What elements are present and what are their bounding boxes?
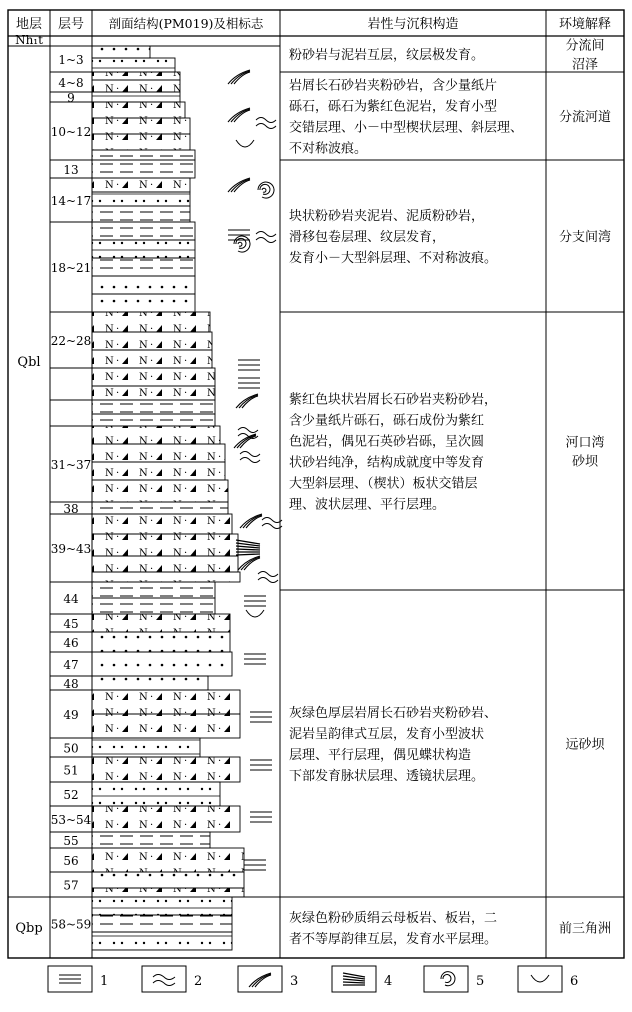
bed (92, 806, 240, 832)
layer-number: 56 (63, 854, 79, 868)
bed (92, 92, 180, 102)
header-row (16, 16, 611, 32)
horizontal-bedding-icon (238, 360, 260, 370)
bed (92, 502, 228, 514)
bed (92, 598, 215, 614)
bed (92, 714, 240, 738)
bed (92, 652, 232, 676)
cross-bedding-icon (238, 556, 260, 570)
bed (92, 757, 240, 782)
bed (92, 888, 244, 897)
cross-bedding-icon (240, 514, 262, 528)
cross-bedding-icon (236, 394, 258, 408)
lithology-line: 滑移包卷层理、纹层发育， (289, 230, 446, 245)
legend-item (48, 966, 108, 992)
bed (92, 932, 232, 950)
legend-number: 3 (290, 974, 299, 989)
bed (92, 192, 190, 206)
layer-number: 9 (67, 91, 75, 105)
header-column: 剖面结构(PM019)及相标志 (108, 16, 264, 31)
formation-labels (15, 33, 43, 936)
bed (92, 72, 180, 80)
legend-item (424, 966, 484, 992)
horizontal-bedding-icon (250, 760, 272, 770)
formation-label: Qbp (15, 921, 43, 936)
convolute-bedding-icon (234, 236, 250, 252)
bed (92, 102, 185, 118)
lithology-line: 砾石，砾石为紫红色泥岩，发育小型 (289, 99, 498, 115)
horizontal-bedding-icon (250, 812, 272, 822)
layer-number: 49 (63, 708, 79, 722)
bed (92, 178, 190, 192)
facies-symbols (228, 70, 282, 870)
lithology-line: 者不等厚韵律互层，发育水平层理。 (289, 932, 498, 947)
lithologic-column (92, 46, 244, 950)
lithology-line: 状砂岩纯净，结构成就度中等发育 (289, 455, 485, 471)
lithology-line: 发育小－大型斜层理、不对称波痕。 (289, 251, 498, 266)
environment-label: 分流间 (565, 38, 605, 54)
layer-number: 44 (63, 592, 79, 606)
lithology-line: 理、波状层理、平行层理。 (289, 497, 446, 513)
wavy-bedding-icon (262, 518, 282, 529)
lithology-line: 块状粉砂岩夹泥岩、泥质粉砂岩， (289, 209, 485, 224)
layer-number: 14~17 (50, 194, 92, 208)
bed (92, 480, 228, 502)
environment-label: 分流河道 (558, 110, 612, 125)
layer-number: 55 (63, 834, 79, 848)
legend-item (238, 966, 298, 992)
bed (92, 832, 210, 848)
convolute-bedding-icon (441, 972, 455, 986)
layer-number: 22~28 (50, 334, 92, 348)
bed (92, 782, 220, 806)
bed (92, 46, 150, 58)
wavy-bedding-icon (256, 118, 276, 129)
environment-label: 河口湾 (565, 435, 605, 451)
environment-label: 远砂坝 (565, 737, 605, 753)
bed (92, 676, 208, 690)
bed (92, 738, 200, 757)
bed (92, 444, 225, 462)
legend-number: 2 (194, 974, 203, 989)
layer-number: 48 (63, 677, 79, 691)
bed (92, 462, 225, 480)
lithology-line: 交错层理、小－中型楔状层理、斜层理、 (289, 120, 524, 136)
bed (92, 426, 220, 444)
layer-number: 13 (63, 163, 79, 177)
wedge-cross-bedding-icon (236, 540, 260, 555)
lithology-line: 层理、平行层理，偶见蝶状构造 (289, 748, 472, 763)
bed (92, 350, 212, 368)
convolute-bedding-icon (258, 182, 274, 198)
header-layer-no: 层号 (57, 17, 85, 32)
lithology-descriptions (289, 38, 611, 948)
cross-bedding-icon (228, 70, 250, 84)
bed (92, 632, 230, 652)
lithology-line: 含少量纸片砾石，砾石成份为紫红 (289, 413, 485, 429)
layer-number: 46 (63, 636, 79, 650)
dish-structure-icon (236, 140, 254, 147)
lithology-line: 灰绿色厚层岩屑长石砂岩夹粉砂岩、 (289, 706, 498, 721)
wavy-bedding-icon (256, 232, 276, 243)
horizontal-bedding-icon (244, 860, 266, 870)
layer-rows (50, 46, 92, 932)
legend-number: 6 (570, 974, 579, 989)
layer-number: 52 (63, 788, 79, 802)
wavy-bedding-icon (153, 981, 175, 986)
bed (92, 872, 244, 888)
dish-structure-icon (246, 610, 264, 617)
lithology-line: 下部发育脉状层理、透镜状层理。 (289, 769, 485, 784)
bed (92, 386, 215, 400)
bed (92, 240, 195, 258)
bed (92, 312, 210, 332)
bed (92, 134, 190, 150)
cross-bedding-icon (234, 434, 256, 448)
layer-number: 57 (63, 878, 79, 893)
wedge-cross-bedding-icon (343, 982, 365, 983)
horizontal-bedding-icon (238, 378, 260, 388)
horizontal-bedding-icon (250, 712, 272, 722)
horizontal-bedding-icon (244, 654, 266, 664)
legend-item (518, 966, 578, 992)
bed (92, 258, 195, 276)
cross-bedding-icon (228, 178, 250, 192)
bed (92, 80, 180, 92)
lithology-line: 泥岩呈韵律式互层，发育小型波状 (289, 727, 485, 742)
layer-number: 45 (63, 617, 79, 631)
environment-label: 砂坝 (571, 454, 599, 470)
bed (92, 556, 238, 572)
layer-number: 58~59 (50, 917, 92, 932)
layer-number: 31~37 (50, 458, 92, 472)
bed (92, 572, 240, 582)
header-environment: 环境解释 (558, 17, 612, 32)
cross-bedding-icon (228, 108, 250, 122)
bed (92, 118, 190, 134)
bed (92, 206, 190, 222)
bed (92, 897, 232, 915)
lithology-line: 大型斜层理、（楔状）板状交错层 (289, 476, 478, 492)
bed (92, 294, 195, 312)
lithology-line: 紫红色块状岩屑长石砂岩夹粉砂岩， (289, 392, 498, 408)
bed (92, 332, 212, 350)
layer-number: 50 (63, 741, 79, 756)
environment-label: 沼泽 (571, 57, 599, 73)
lithology-line: 粉砂岩与泥岩互层，纹层极发育。 (289, 48, 485, 63)
bed (92, 690, 240, 714)
header-formation: 地层 (15, 17, 43, 32)
wavy-bedding-icon (240, 452, 260, 463)
layer-number: 4~8 (58, 76, 84, 90)
bed (92, 58, 175, 72)
legend-item (142, 966, 202, 992)
environment-label: 分支间湾 (558, 230, 612, 245)
legend-item (332, 966, 392, 992)
wavy-bedding-icon (153, 975, 175, 980)
bed (92, 534, 238, 556)
legend-number: 5 (476, 974, 485, 989)
formation-label: Qbl (17, 355, 41, 370)
bed (92, 222, 195, 240)
bed (92, 414, 215, 426)
legend-number: 1 (100, 974, 109, 989)
layer-number: 10~12 (50, 125, 92, 139)
bed (92, 160, 195, 178)
bed (92, 150, 195, 160)
layer-number: 51 (63, 763, 79, 778)
wavy-bedding-icon (258, 572, 278, 583)
layer-number: 53~54 (50, 813, 92, 827)
horizontal-bedding-icon (244, 596, 266, 606)
lithology-line: 色泥岩，偶见石英砂岩砾，呈次圆 (289, 434, 485, 450)
header-lithology: 岩性与沉积构造 (367, 17, 459, 32)
layer-number: 38 (63, 502, 79, 516)
bed (92, 368, 215, 386)
environment-label: 前三角洲 (558, 921, 612, 937)
bed (92, 848, 244, 872)
bed (92, 400, 215, 414)
wedge-cross-bedding-icon (343, 979, 365, 981)
legend-number: 4 (384, 974, 393, 989)
bed (92, 276, 195, 294)
bed (92, 915, 232, 932)
layer-number: 39~43 (50, 542, 92, 556)
bed (92, 582, 215, 598)
layer-number: 1~3 (58, 53, 84, 67)
layer-number: 47 (63, 658, 79, 672)
dish-structure-icon (531, 975, 549, 982)
lithology-line: 灰绿色粉砂质绢云母板岩、板岩，二 (289, 911, 498, 926)
lithology-line: 岩屑长石砂岩夹粉砂岩，含少量纸片 (289, 78, 498, 94)
legend (48, 966, 578, 992)
layer-number: 18~21 (50, 261, 92, 275)
bed (92, 514, 232, 534)
lithology-line: 不对称波痕。 (289, 141, 368, 157)
formation-label: Nh₁t (15, 33, 43, 47)
bed (92, 614, 230, 632)
